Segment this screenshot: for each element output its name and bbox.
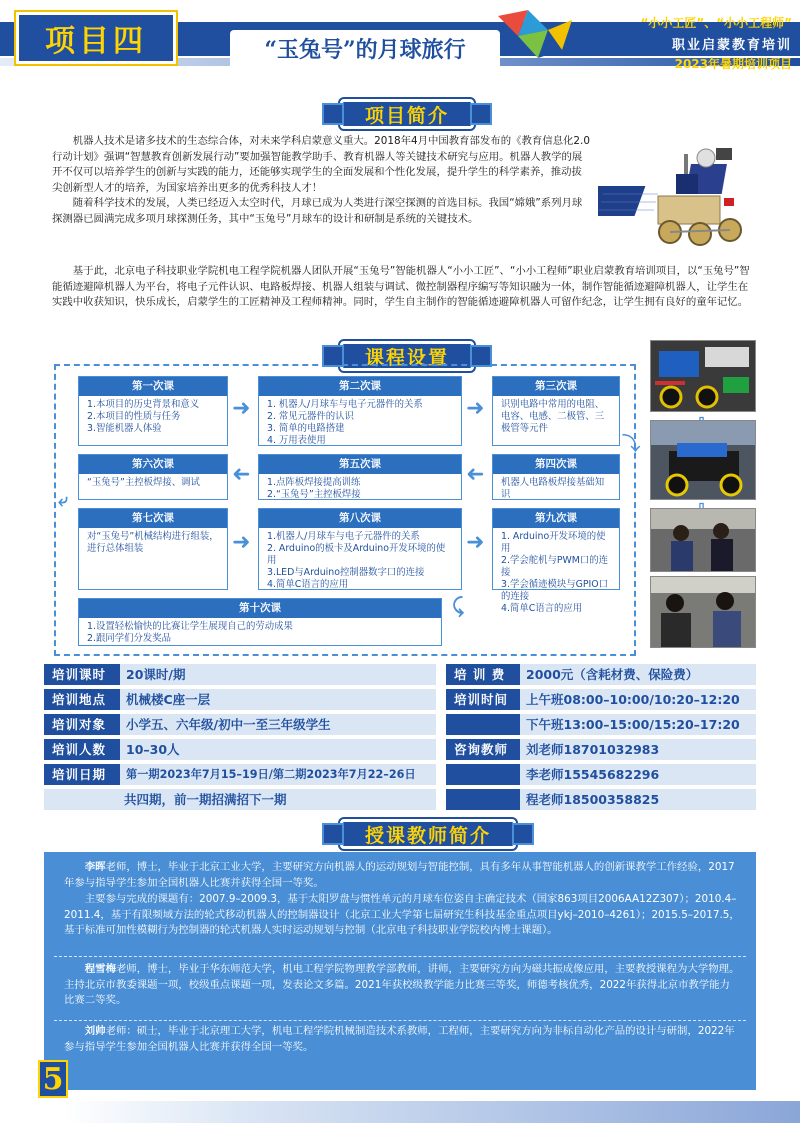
lesson-item: 1.本项目的历史背景和意义 [87,399,200,410]
lesson-item: 2. Arduino的板卡及Arduino开发环境的使用 [267,543,446,566]
info-label: 咨询教师 [446,739,520,760]
lesson-title: 第九次课 [493,509,619,528]
lesson-card [78,454,228,500]
teacher-1-name: 李晖 [84,861,106,873]
page-number [38,1060,68,1098]
info-row-contact-2 [446,764,756,785]
lesson-title: 第四次课 [493,455,619,474]
lesson-item: 识别电路中常用的电阻、电容、电感、二极管、三极管等元件 [501,399,605,434]
lesson-title: 第七次课 [79,509,227,528]
lesson-item: 3.智能机器人体验 [87,423,162,434]
lesson-card [492,454,620,500]
info-value: 10–30人 [120,739,436,760]
contact-value: 程老师18500358825 [520,789,756,810]
brand-line-2: 职业启蒙教育培训 [671,38,792,53]
info-value: 20课时/期 [120,664,436,685]
page-title [230,30,500,66]
lesson-card [258,454,462,500]
lesson-title: 第八次课 [259,509,461,528]
arrow-right-icon: ➜ [466,530,485,555]
info-row-fee [446,664,756,685]
teacher-heading-text: 授课教师简介 [365,824,492,847]
teacher-3-text: 老师：硕士，毕业于北京理工大学，机电工程学院机械制造技术系教师，工程师，主要研究方向为非标自动化产品的设计与研制，2022年参与指导学生参加全国机器人比赛并获得全国一等奖。 [64,1025,735,1053]
heading-square-icon [322,823,344,845]
arrow-left-icon: ➜ [466,462,485,487]
info-row-time-am [446,689,756,710]
page-number-text: 5 [42,1061,64,1097]
intro-heading-text: 项目简介 [365,104,450,127]
brand-line-1: “小小工匠”、“小小工程师” [640,16,792,30]
info-row-count [44,739,436,760]
divider [54,1020,746,1021]
info-row-note [44,789,436,810]
decorative-triangles-icon [488,6,578,66]
arrow-left-icon: ➜ [232,462,251,487]
lesson-card [492,376,620,446]
info-label-spacer [446,764,520,785]
lesson-item: 3.LED与Arduino控制器数字口的连接 [267,567,425,578]
info-value: 第一期2023年7月15–19日/第二期2023年7月22–26日 [120,764,436,785]
lesson-item: 2. 常见元器件的认识 [267,411,354,422]
project-tag [16,12,176,64]
arrow-turn-icon: ⤹ [452,593,464,617]
arrow-turn-icon: ⤶ [58,490,69,511]
lesson-card [258,508,462,590]
lesson-item: 3. 简单的电路搭建 [267,423,345,434]
intro-text [52,134,592,227]
lesson-title: 第三次课 [493,377,619,396]
lunar-rover-image [598,124,758,254]
heading-square-icon [470,345,492,367]
lesson-card [492,508,620,614]
lesson-item: “玉兔号”主控板焊接、调试 [87,477,200,488]
lesson-card [258,376,462,446]
course-flow [54,364,640,656]
teacher-2-bio [64,962,740,1009]
info-value: 机械楼C座一层 [120,689,436,710]
lesson-title: 第二次课 [259,377,461,396]
info-value: 上午班08:00–10:00/10:20–12:20 [520,689,756,710]
info-row-target [44,714,436,735]
info-row-contact-1 [446,739,756,760]
lesson-card [78,376,228,446]
teacher-2-name: 程雪梅 [84,963,116,975]
info-value: 小学五、六年级/初中一至三年级学生 [120,714,436,735]
intro-paragraph-3: 基于此，北京电子科技职业学院机电工程学院机器人团队开展“玉兔号”智能机器人“小小工匠”、“小小工程师”职业启蒙教育培训项目，以“玉兔号”智能循迹避障机器人为平台，将电子元件认识、电路板焊接、机器人组装与调试、微控制器程序编写等知识融为一体，制作智能循迹避障机器人，让学生在实践中收获知识，快乐成长，启蒙学生的工匠精神及工程师精神。同时，学生自主制作的智能循迹避障机器人可留作纪念，让学生拥有良好的童年记忆。 [52,265,750,308]
students-photo-2 [650,576,756,648]
lesson-title: 第六次课 [79,455,227,474]
info-label-spacer [446,789,520,810]
info-row-time-pm [446,714,756,735]
lesson-title: 第五次课 [259,455,461,474]
lesson-item: 4. 万用表使用 [267,435,326,446]
info-value: 2000元（含耗材费、保险费） [520,664,756,685]
lesson-item: 1. 机器人/月球车与电子元器件的关系 [267,399,423,410]
info-row-place [44,689,436,710]
session-note: 共四期，前一期招满招下一期 [44,789,436,810]
heading-square-icon [470,103,492,125]
lesson-item: 3.学会循迹模块与GPIO口的连接 [501,579,609,602]
contact-value: 李老师15545682296 [520,764,756,785]
contact-value: 刘老师18701032983 [520,739,756,760]
footer-band [0,1101,800,1123]
intro-paragraph-1: 机器人技术是诸多技术的生态综合体，对未来学科启蒙意义重大。2018年4月中国教育部发布的《教育信息化2.0行动计划》强调“智慧教育创新发展行动”要加强智能教学助手、教育机器人等关键技术研究与应用。机器人教学的展开不仅可以培养学生的创新与实践的能力，还能够实现学生的全面发展和个性化发展，提升学生的科学素养，推动拔尖创新型人才的培养，为国家培养出更多的优秀科技人才！ [52,135,590,194]
project-tag-text: 项目四 [45,24,147,59]
info-row-hours [44,664,436,685]
teacher-1-projects: 主要参与完成的课题有：2007.9–2009.3，基于太阳罗盘与惯性单元的月球车位姿自主确定技术（国家863项目2006AA12Z307）；2010.4–2011.4，基于有限频域方法的轮式移动机器人的控制器设计（北京工业大学第七届研究生科技基金重点项目ykj–2010–4261）；2015.5–2017.5，基于标准可加性模糊行为控制器的轮式机器人实时运动规划与控制（北京电子科技职业学院校内博士课题）。 [64,893,740,936]
info-row-date [44,764,436,785]
brand-line-3: 2023年暑期培训项目 [674,57,792,71]
lesson-item: 2.“玉兔号”主控板焊接 [267,489,361,500]
info-label: 培训时间 [446,689,520,710]
lesson-item: 1.点阵板焊接提高训练 [267,477,361,488]
robot-photo [650,420,756,500]
lesson-item: 2.学会舵机与PWM口的连接 [501,555,608,578]
heading-square-icon [322,103,344,125]
heading-square-icon [512,823,534,845]
lesson-item: 1.设置轻松愉快的比赛让学生展现自己的劳动成果 [87,621,293,632]
info-label: 培训日期 [44,764,120,785]
info-label-spacer [446,714,520,735]
intro-paragraph-2: 随着科学技术的发展，人类已经迈入太空时代，月球已成为人类进行深空探测的首选目标。我国“嫦娥”系列月球探测器已圆满完成多项月球探测任务，其中“玉兔号”月球车的设计和研制是系统的关键技术。 [52,197,583,225]
students-photo-1 [650,508,756,572]
lesson-item: 对“玉兔号”机械结构进行组装，进行总体组装 [87,531,219,554]
intro-heading [322,100,492,128]
course-heading-text: 课程设置 [365,346,450,369]
teacher-2-text: 老师，博士，毕业于华东师范大学，机电工程学院物理教学部教师，讲师，主要研究方向为磁共振成像应用，主要教授课程为大学物理。主持北京市教委课题一项，校级重点课题一项，发表论文多篇。2021年获校级教学能力比赛三等奖，师德考核优秀，2022年获得北京市教学能力比赛二等奖。 [64,963,740,1006]
lesson-card [78,598,442,646]
info-label: 培训对象 [44,714,120,735]
teacher-panel [44,852,756,1090]
arrow-right-icon: ➜ [232,530,251,555]
brand-block [572,14,792,72]
lesson-item: 4.简单C语言的应用 [267,579,349,590]
lesson-item: 2.本项目的性质与任务 [87,411,181,422]
arrow-turn-icon: ⤵ [622,434,640,455]
teacher-3-bio [64,1024,740,1055]
lesson-title: 第十次课 [79,599,441,618]
page-title-text: “玉兔号”的月球旅行 [264,36,466,63]
teacher-1-bio [64,860,740,891]
teacher-3-name: 刘帅 [84,1025,106,1037]
components-photo [650,340,756,412]
divider [54,956,746,957]
lesson-item: 1.机器人/月球车与电子元器件的关系 [267,531,420,542]
page-header [0,0,800,82]
info-value: 下午班13:00–15:00/15:20–17:20 [520,714,756,735]
info-label: 培 训 费 [446,664,520,685]
heading-square-icon [322,345,344,367]
lesson-item: 4.简单C语言的应用 [501,603,583,614]
lesson-item: 机器人电路板焊接基础知识 [501,477,605,500]
lesson-title: 第一次课 [79,377,227,396]
teacher-1-text: 老师，博士，毕业于北京工业大学，主要研究方向机器人的运动规划与智能控制，具有多年从事智能机器人的创新课教学工作经验，2017年参与指导学生参加全国机器人比赛并获得全国一等奖。 [64,861,735,889]
arrow-right-icon: ➜ [232,396,251,421]
info-label: 培训课时 [44,664,120,685]
info-label: 培训人数 [44,739,120,760]
info-row-contact-3 [446,789,756,810]
info-label: 培训地点 [44,689,120,710]
lesson-item: 1. Arduino开发环境的使用 [501,531,606,554]
arrow-right-icon: ➜ [466,396,485,421]
lesson-item: 2.跟同学们分发奖品 [87,633,171,644]
lesson-card [78,508,228,590]
teacher-heading [322,820,534,848]
